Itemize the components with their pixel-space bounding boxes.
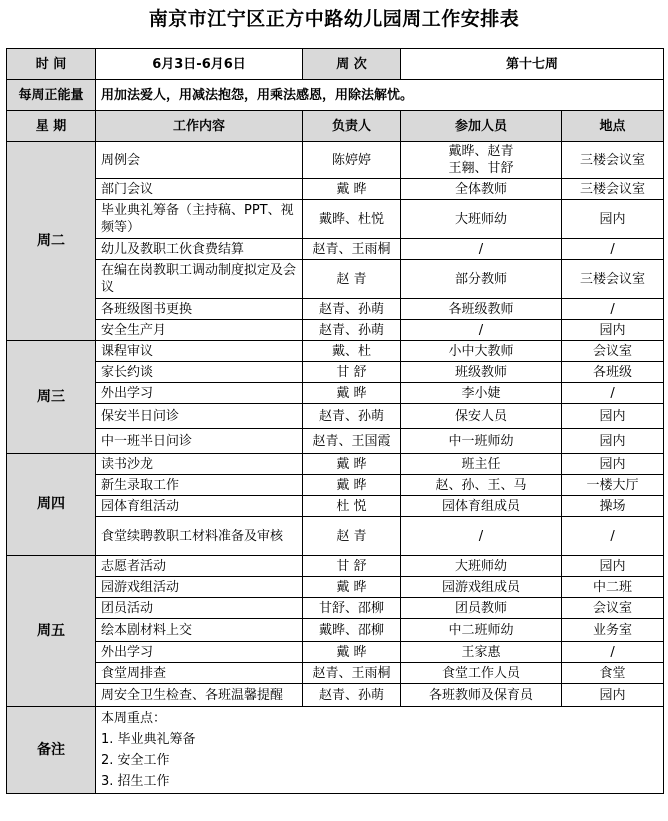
task-content: 外出学习 (96, 383, 303, 404)
task-participants: 李小婕 (401, 383, 562, 404)
task-owner: 戴晔、邵柳 (303, 619, 401, 642)
task-content: 安全生产月 (96, 320, 303, 341)
task-place: 园内 (562, 454, 664, 475)
task-participants: 全体教师 (401, 179, 562, 200)
task-place: 各班级 (562, 362, 664, 383)
task-content: 园体育组活动 (96, 496, 303, 517)
table-row (7, 341, 664, 362)
task-owner: 戴 晔 (303, 179, 401, 200)
task-place: / (562, 299, 664, 320)
task-place: 一楼大厅 (562, 475, 664, 496)
table-row (7, 517, 664, 556)
task-content: 毕业典礼筹备（主持稿、PPT、视频等） (96, 200, 303, 239)
task-place: / (562, 239, 664, 260)
task-participants: 赵、孙、王、马 (401, 475, 562, 496)
task-content: 周例会 (96, 142, 303, 179)
notes-heading: 本周重点： (101, 711, 167, 726)
task-owner: 甘 舒 (303, 556, 401, 577)
motto-label: 每周正能量 (7, 80, 96, 111)
task-participants: / (401, 320, 562, 341)
task-place: 园内 (562, 404, 664, 429)
schedule-table (6, 48, 664, 794)
table-row (7, 320, 664, 341)
col-day: 星 期 (7, 111, 96, 142)
col-content: 工作内容 (96, 111, 303, 142)
task-place: 园内 (562, 556, 664, 577)
task-content: 课程审议 (96, 341, 303, 362)
task-participants: 保安人员 (401, 404, 562, 429)
task-participants: 园游戏组成员 (401, 577, 562, 598)
task-content: 在编在岗教职工调动制度拟定及会议 (96, 260, 303, 299)
task-content: 读书沙龙 (96, 454, 303, 475)
time-value: 6月3日-6月6日 (96, 49, 303, 80)
task-participants: 中一班师幼 (401, 429, 562, 454)
table-row (7, 663, 664, 684)
task-owner: 赵 青 (303, 517, 401, 556)
task-owner: 杜 悦 (303, 496, 401, 517)
table-row (7, 684, 664, 707)
task-owner: 赵青、孙萌 (303, 299, 401, 320)
motto-row (7, 80, 664, 111)
task-owner: 戴 晔 (303, 475, 401, 496)
task-participants: 大班师幼 (401, 200, 562, 239)
task-content: 幼儿及教职工伙食费结算 (96, 239, 303, 260)
task-participants: 大班师幼 (401, 556, 562, 577)
task-participants: / (401, 239, 562, 260)
table-row (7, 299, 664, 320)
task-place: 操场 (562, 496, 664, 517)
task-owner: 陈婷婷 (303, 142, 401, 179)
notes-item: 2. 安全工作 (101, 753, 170, 768)
table-row (7, 179, 664, 200)
task-participants: 班级教师 (401, 362, 562, 383)
task-participants: 王家惠 (401, 642, 562, 663)
table-row (7, 239, 664, 260)
col-owner: 负责人 (303, 111, 401, 142)
col-participants: 参加人员 (401, 111, 562, 142)
task-owner: 甘 舒 (303, 362, 401, 383)
task-place: 园内 (562, 429, 664, 454)
day-cell: 周三 (7, 341, 96, 454)
task-content: 外出学习 (96, 642, 303, 663)
task-owner: 赵 青 (303, 260, 401, 299)
task-place: 业务室 (562, 619, 664, 642)
task-content: 团员活动 (96, 598, 303, 619)
task-place: 食堂 (562, 663, 664, 684)
table-row (7, 260, 664, 299)
task-content: 园游戏组活动 (96, 577, 303, 598)
task-place: / (562, 517, 664, 556)
task-content: 绘本剧材料上交 (96, 619, 303, 642)
task-place: 中二班 (562, 577, 664, 598)
time-label: 时 间 (7, 49, 96, 80)
task-participants: 各班级教师 (401, 299, 562, 320)
table-row (7, 454, 664, 475)
table-row (7, 577, 664, 598)
notes-row (7, 707, 664, 794)
task-owner: 戴 晔 (303, 642, 401, 663)
task-owner: 甘舒、邵柳 (303, 598, 401, 619)
task-content: 部门会议 (96, 179, 303, 200)
notes-item: 1. 毕业典礼筹备 (101, 732, 196, 747)
task-place: 园内 (562, 320, 664, 341)
task-place: 三楼会议室 (562, 142, 664, 179)
task-participants: 小中大教师 (401, 341, 562, 362)
table-row (7, 200, 664, 239)
column-header-row (7, 111, 664, 142)
task-place: 会议室 (562, 598, 664, 619)
notes-label: 备注 (7, 707, 96, 794)
table-row (7, 142, 664, 179)
task-content: 食堂周排查 (96, 663, 303, 684)
table-row (7, 642, 664, 663)
task-owner: 赵青、孙萌 (303, 320, 401, 341)
table-row (7, 556, 664, 577)
day-cell: 周五 (7, 556, 96, 707)
task-content: 周安全卫生检查、各班温馨提醒 (96, 684, 303, 707)
task-owner: 赵青、王国霞 (303, 429, 401, 454)
task-participants: 部分教师 (401, 260, 562, 299)
task-owner: 戴、杜 (303, 341, 401, 362)
task-owner: 赵青、王雨桐 (303, 239, 401, 260)
task-content: 新生录取工作 (96, 475, 303, 496)
page-title: 南京市江宁区正方中路幼儿园周工作安排表 (148, 8, 520, 30)
task-owner: 戴 晔 (303, 454, 401, 475)
task-owner: 戴 晔 (303, 383, 401, 404)
notes-item: 3. 招生工作 (101, 774, 170, 789)
task-participants: 班主任 (401, 454, 562, 475)
task-place: 园内 (562, 684, 664, 707)
task-content: 食堂续聘教职工材料准备及审核 (96, 517, 303, 556)
task-content: 保安半日问诊 (96, 404, 303, 429)
task-participants: 各班教师及保育员 (401, 684, 562, 707)
week-label: 周 次 (303, 49, 401, 80)
task-place: 会议室 (562, 341, 664, 362)
task-content: 中一班半日问诊 (96, 429, 303, 454)
day-cell: 周二 (7, 142, 96, 341)
task-content: 志愿者活动 (96, 556, 303, 577)
motto-value: 用加法爱人，用减法抱怨，用乘法感恩，用除法解忧。 (96, 80, 664, 111)
table-row (7, 496, 664, 517)
task-content: 各班级图书更换 (96, 299, 303, 320)
task-owner: 赵青、孙萌 (303, 404, 401, 429)
notes-content (96, 707, 664, 794)
table-row (7, 619, 664, 642)
task-place: / (562, 642, 664, 663)
task-place: 三楼会议室 (562, 260, 664, 299)
task-place: / (562, 383, 664, 404)
task-participants: 中二班师幼 (401, 619, 562, 642)
task-place: 园内 (562, 200, 664, 239)
task-owner: 赵青、孙萌 (303, 684, 401, 707)
task-participants: 食堂工作人员 (401, 663, 562, 684)
task-owner: 赵青、王雨桐 (303, 663, 401, 684)
day-cell: 周四 (7, 454, 96, 556)
table-row (7, 598, 664, 619)
task-participants: 园体育组成员 (401, 496, 562, 517)
week-value: 第十七周 (401, 49, 664, 80)
col-place: 地点 (562, 111, 664, 142)
table-row (7, 475, 664, 496)
table-row (7, 383, 664, 404)
table-row (7, 362, 664, 383)
task-place: 三楼会议室 (562, 179, 664, 200)
task-participants: 戴晔、赵青 王翱、甘舒 (401, 142, 562, 179)
task-participants: 团员教师 (401, 598, 562, 619)
table-row (7, 404, 664, 429)
task-owner: 戴 晔 (303, 577, 401, 598)
time-row (7, 49, 664, 80)
table-row (7, 429, 664, 454)
task-participants: / (401, 517, 562, 556)
task-owner: 戴晔、杜悦 (303, 200, 401, 239)
task-content: 家长约谈 (96, 362, 303, 383)
